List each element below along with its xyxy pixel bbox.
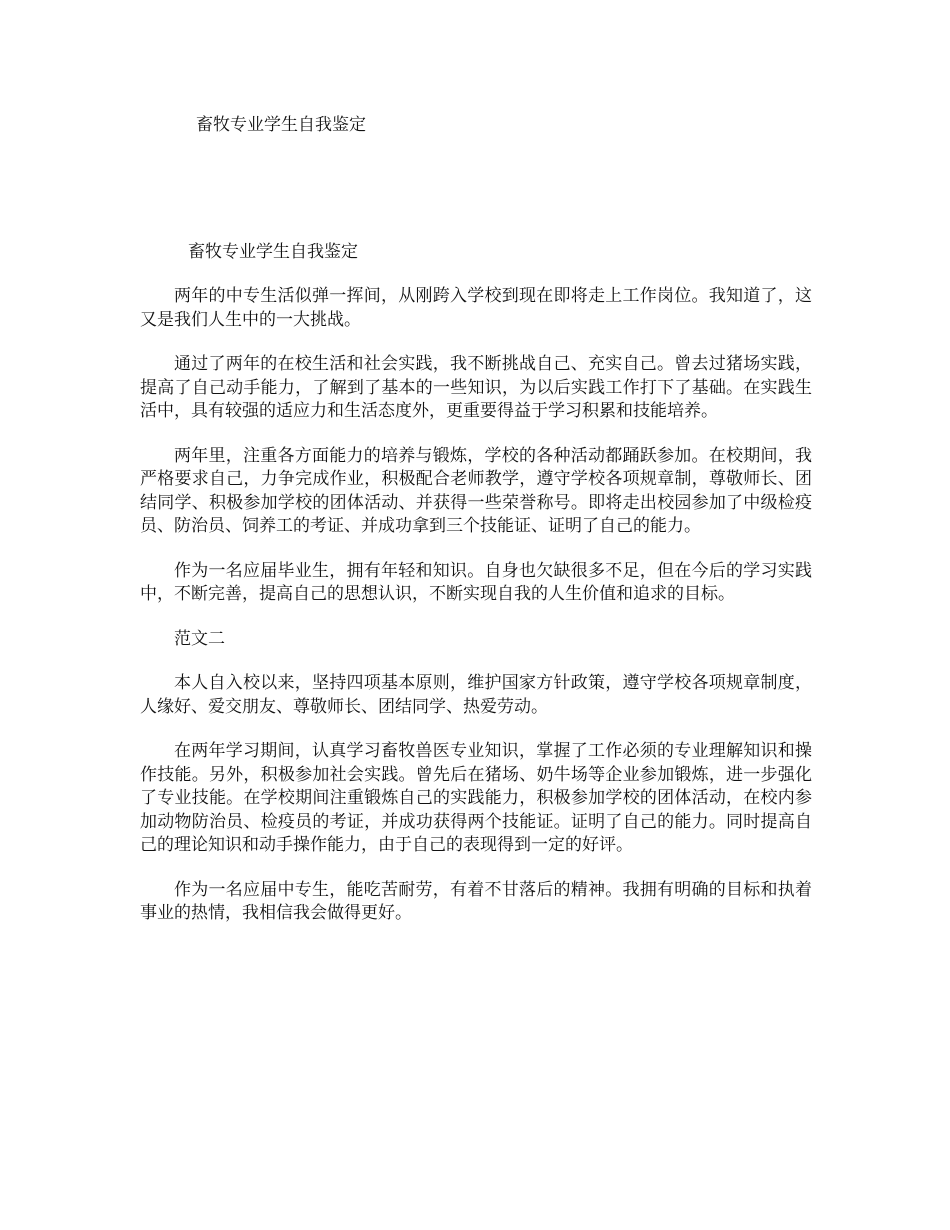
paragraph-1: 两年的中专生活似弹一挥间，从刚跨入学校到现在即将走上工作岗位。我知道了，这又是我们人生中的一大挑战。 <box>140 286 812 330</box>
document-subtitle: 畜牧专业学生自我鉴定 <box>188 242 358 262</box>
paragraph-6: 在两年学习期间，认真学习畜牧兽医专业知识，掌握了工作必须的专业理解知识和操作技能。另外，积极参加社会实践。曾先后在猪场、奶牛场等企业参加锻炼，进一步强化了专业技能。在学校期间注重锻炼自己的实践能力，积极参加学校的团体活动，在校内参加动物防治员、检疫员的考证，并成功获得两个技能证。证明了自己的能力。同时提高自己的理论知识和动手操作能力，由于自己的表现得到一定的好评。 <box>140 741 812 855</box>
document-body <box>140 239 812 947</box>
section-heading-sample-two: 范文二 <box>174 628 225 649</box>
paragraph-4: 作为一名应届毕业生，拥有年轻和知识。自身也欠缺很多不足，但在今后的学习实践中，不断完善，提高自己的思想认识，不断实现自我的人生价值和追求的目标。 <box>140 560 812 604</box>
document-header-title: 畜牧专业学生自我鉴定 <box>196 115 366 135</box>
paragraph-3: 两年里，注重各方面能力的培养与锻炼，学校的各种活动都踊跃参加。在校期间，我严格要求自己，力争完成作业，积极配合老师教学，遵守学校各项规章制，尊敬师长、团结同学、积极参加学校的团体活动、并获得一些荣誉称号。即将走出校园参加了中级检疫员、防治员、饲养工的考证、并成功拿到三个技能证、证明了自己的能力。 <box>140 445 812 536</box>
paragraph-7: 作为一名应届中专生，能吃苦耐劳，有着不甘落后的精神。我拥有明确的目标和执着事业的热情，我相信我会做得更好。 <box>140 879 812 923</box>
paragraph-5: 本人自入校以来，坚持四项基本原则，维护国家方针政策，遵守学校各项规章制度，人缘好、爱交朋友、尊敬师长、团结同学、热爱劳动。 <box>140 673 812 717</box>
paragraph-2: 通过了两年的在校生活和社会实践，我不断挑战自己、充实自己。曾去过猪场实践，提高了自己动手能力，了解到了基本的一些知识，为以后实践工作打下了基础。在实践生活中，具有较强的适应力和生活态度外，更重要得益于学习积累和技能培养。 <box>140 354 812 421</box>
